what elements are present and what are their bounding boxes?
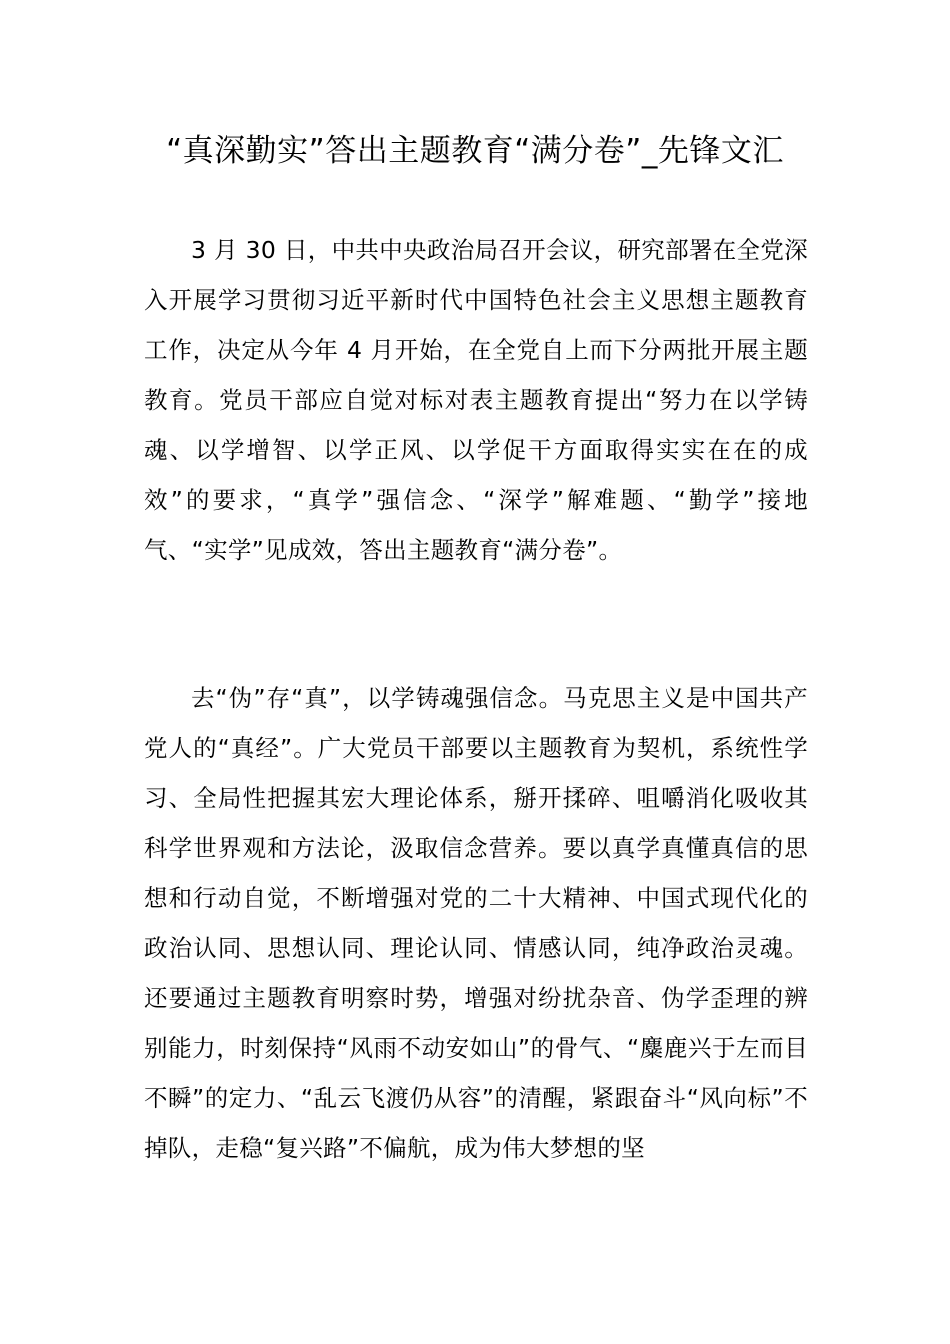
document-title: “真深勤实”答出主题教育“满分卷”_先锋文汇 — [166, 133, 784, 169]
paragraph-section-one: 去“伪”存“真”，以学铸魂强信念。马克思主义是中国共产党人的“真经”。广大党员干部要以主题教育为契机，系统性学习、全局性把握其宏大理论体系，掰开揉碎、咀嚼消化吸收其科学世界观和方法论，汲取信念营养。要以真学真懂真信的思想和行动自觉，不断增强对党的二十大精神、中国式现代化的政治认同、思想认同、理论认同、情感认同，纯净政治灵魂。还要通过主题教育明察时势，增强对纷扰杂音、伪学歪理的辨别能力，时刻保持“风雨不动安如山”的骨气、“麋鹿兴于左而目不瞬”的定力、“乱云飞渡仍从容”的清醒，紧跟奋斗“风向标”不掉队，走稳“复兴路”不偏航，成为伟大梦想的坚 — [144, 684, 808, 1162]
paragraph-intro: 3 月 30 日，中共中央政治局召开会议，研究部署在全党深入开展学习贯彻习近平新时代中国特色社会主义思想主题教育工作，决定从今年 4 月开始，在全党自上而下分两批开展主题教育。党员干部应自觉对标对表主题教育提出“努力在以学铸魂、以学增智、以学正风、以学促干方面取得实实在在的成效”的要求，“真学”强信念、“深学”解难题、“勤学”接地气、“实学”见成效，答出主题教育“满分卷”。 — [144, 236, 808, 564]
